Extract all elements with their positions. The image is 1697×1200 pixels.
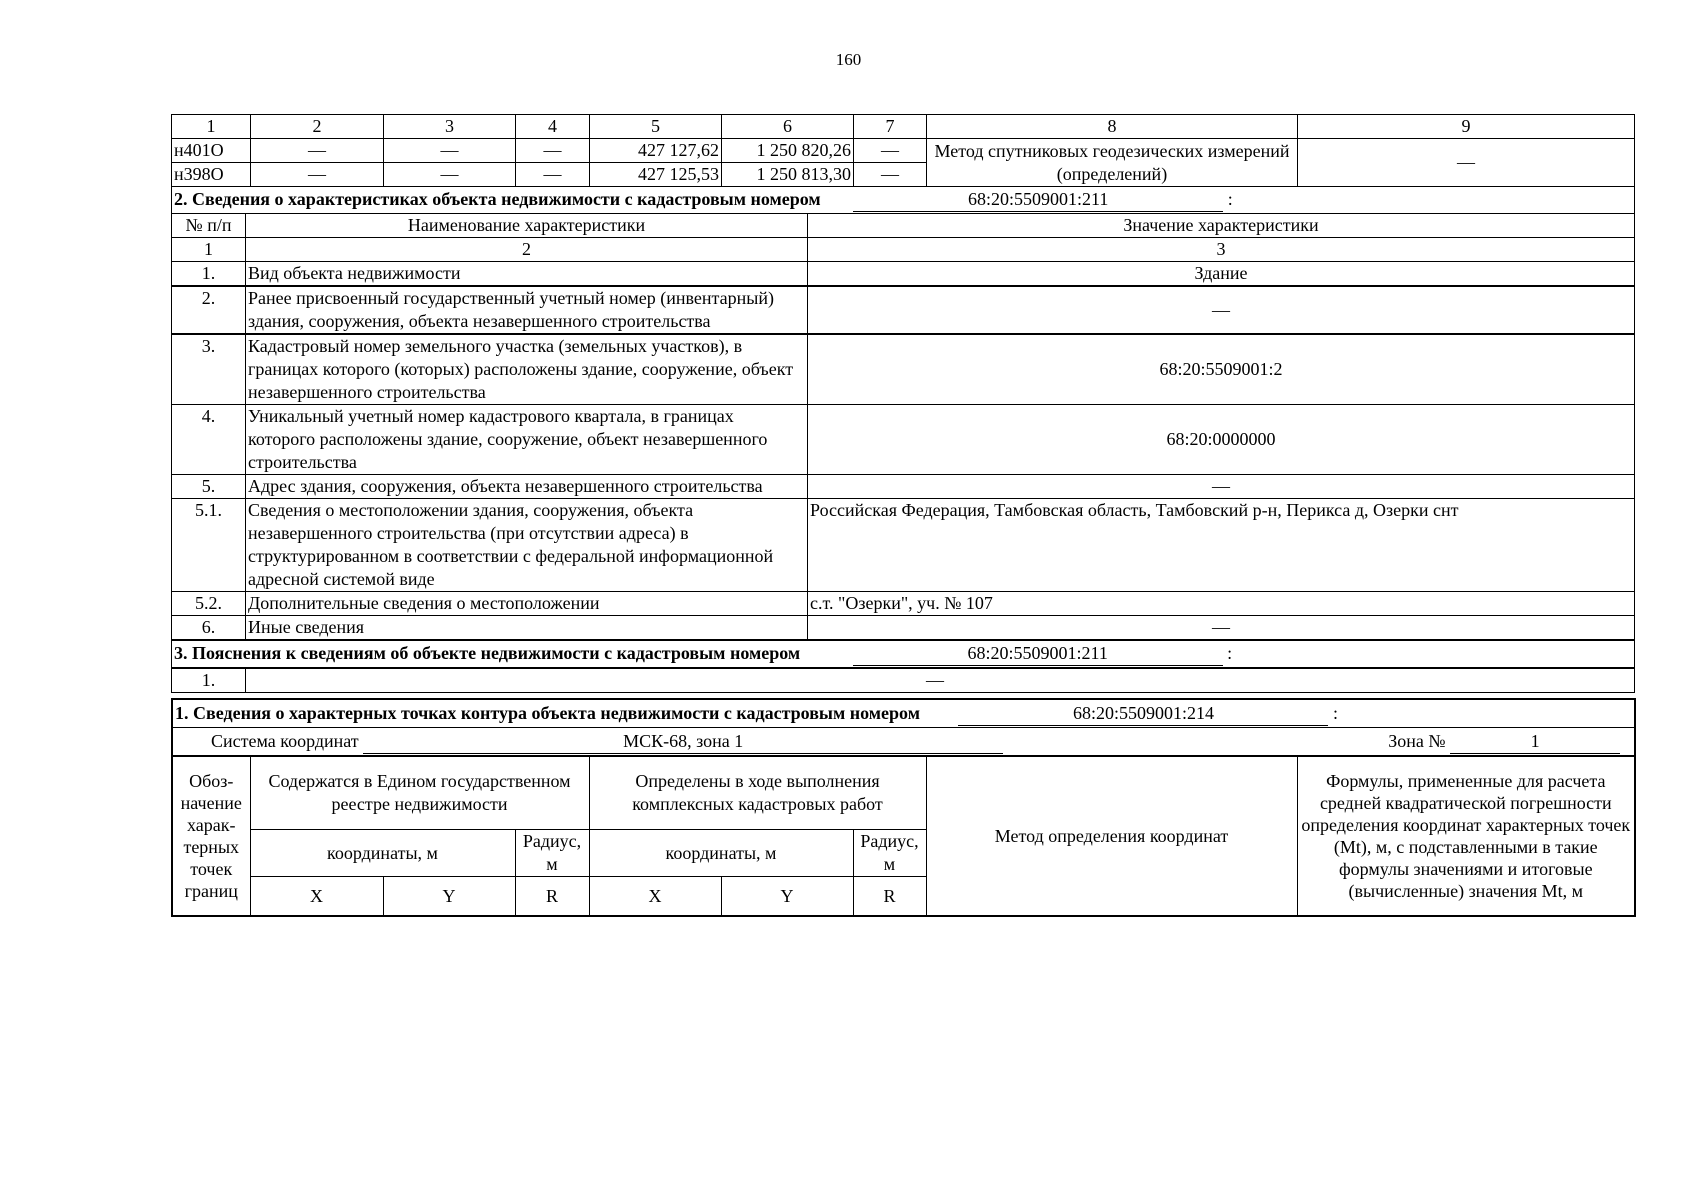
table-row [172,499,1635,592]
x-header: X [589,877,721,917]
characteristics-numbers-row [172,238,1635,262]
x-value: 427 127,62 [590,139,722,163]
characteristic-value: с.т. "Озерки", уч. № 107 [808,592,1635,616]
section-1b-title-row [172,699,1635,728]
x-header: X [250,877,383,917]
page-number: 160 [835,50,862,69]
col-number: 3 [808,238,1635,262]
section-1b-cadastral: 68:20:5509001:214 [958,702,1328,726]
col-number: 5 [590,115,722,139]
coords-subheader: координаты, м [250,830,515,877]
cell: — [251,139,384,163]
row-number: 5.1. [172,499,246,592]
row-number: 6. [172,616,246,640]
row-number: 1. [172,262,246,287]
col-number: 1 [172,238,246,262]
coord-system-label: Система координат [211,730,359,751]
section-1b-title: 1. Сведения о характерных точках контура объекта недвижимости с кадастровым номером [175,702,920,723]
characteristic-value: — [808,616,1635,640]
characteristic-name: Ранее присвоенный государственный учетный номер (инвентарный) здания, сооружения, объекта незавершенного строительства [246,286,808,334]
cell: — [384,163,516,187]
characteristic-value: 68:20:0000000 [808,405,1635,475]
document-sheet [171,114,1634,917]
cell: — [516,139,590,163]
col-number: 2 [251,115,384,139]
characteristics-header-row [172,214,1635,238]
r-header: R [515,877,589,917]
table-row [172,405,1635,475]
characteristic-name: Уникальный учетный номер кадастрового квартала, в границах которого расположены здание, сооружение, объект незавершенного строительства [246,405,808,475]
contour-points-table [171,698,1636,917]
section-3-title: 3. Пояснения к сведениям об объекте недвижимости с кадастровым номером [174,643,801,663]
table-row [172,475,1635,499]
col-number: 4 [516,115,590,139]
cell: — [516,163,590,187]
col-number: 9 [1298,115,1635,139]
characteristic-name: Кадастровый номер земельного участка (земельных участков), в границах которого (которых) расположены здание, сооружение, объект незавершенного строительства [246,334,808,405]
kkr-header: Определены в ходе выполнения комплексных кадастровых работ [589,756,926,830]
characteristic-name: Сведения о местоположении здания, сооружения, объекта незавершенного строительства (при отсутствии адреса) в структурированном в соответствии с федеральной информационной адресной системой виде [246,499,808,592]
colon: : [1332,702,1338,723]
characteristic-value: — [808,286,1635,334]
y-value: 1 250 813,30 [722,163,854,187]
coords-subheader: координаты, м [589,830,853,877]
col-number: 2 [246,238,808,262]
r-header: R [853,877,926,917]
characteristic-value: 68:20:5509001:2 [808,334,1635,405]
coord-system-value: МСК-68, зона 1 [363,730,1003,754]
section-2-title: 2. Сведения о характеристиках объекта недвижимости с кадастровым номером [174,189,821,209]
method-cell: Метод спутниковых геодезических измерений (определений) [927,139,1298,187]
table-row [172,139,1635,163]
characteristic-value: Российская Федерация, Тамбовская область, Тамбовский р-н, Перикса д, Озерки снт [808,499,1635,592]
radius-subheader: Радиус, м [515,830,589,877]
y-header: Y [383,877,515,917]
cell: — [854,139,927,163]
section-2-title-row [172,187,1635,214]
col-number: 3 [384,115,516,139]
row-number: 5.2. [172,592,246,616]
characteristic-name: Адрес здания, сооружения, объекта незавершенного строительства [246,475,808,499]
row-number: 5. [172,475,246,499]
point-name: н398О [172,163,251,187]
cell: — [1298,139,1635,187]
colon: : [1227,189,1233,209]
header-cell: Наименование характеристики [246,214,808,238]
col-number: 7 [854,115,927,139]
characteristic-name: Вид объекта недвижимости [246,262,808,287]
characteristic-value: — [808,475,1635,499]
row-number: 1. [172,668,246,693]
section-2-cadastral: 68:20:5509001:211 [853,188,1223,212]
header-cell: № п/п [172,214,246,238]
coord-system-row [172,728,1635,757]
header-cell: Значение характеристики [808,214,1635,238]
table-row [172,334,1635,405]
cell: — [384,139,516,163]
y-value: 1 250 820,26 [722,139,854,163]
table-row [172,592,1635,616]
col-number: 1 [172,115,251,139]
explanation-value: — [246,668,1635,693]
characteristics-table [171,213,1635,640]
row-number: 3. [172,334,246,405]
radius-subheader: Радиус, м [853,830,926,877]
cell: — [251,163,384,187]
designation-header: Обоз-начение харак-терных точек границ [172,756,250,916]
table-row [172,668,1635,693]
zone-label: Зона № [1388,731,1446,751]
section-3-title-row [172,640,1635,668]
colon: : [1227,643,1233,663]
zone-value: 1 [1450,730,1620,754]
points-header-row [172,756,1635,830]
table-row [172,286,1635,334]
y-header: Y [721,877,853,917]
characteristic-name: Дополнительные сведения о местоположении [246,592,808,616]
point-name: н401О [172,139,251,163]
table-row [172,616,1635,640]
row-number: 2. [172,286,246,334]
method-header: Метод определения координат [926,756,1297,916]
egrn-header: Содержатся в Едином государственном реестре недвижимости [250,756,589,830]
section-3-cadastral: 68:20:5509001:211 [853,642,1223,666]
formulas-header: Формулы, примененные для расчета средней квадратической погрешности определения координат характерных точек (Mt), м, с подставленными в такие формулы значениями и итоговые (вычисленные) значения Mt, м [1297,756,1635,916]
cell: — [854,163,927,187]
explanations-table [171,639,1635,693]
col-number: 6 [722,115,854,139]
characteristic-name: Иные сведения [246,616,808,640]
row-number: 4. [172,405,246,475]
coords-continuation-table [171,114,1635,214]
characteristic-value: Здание [808,262,1635,287]
table-row [172,262,1635,287]
coords-header-row [172,115,1635,139]
col-number: 8 [927,115,1298,139]
x-value: 427 125,53 [590,163,722,187]
